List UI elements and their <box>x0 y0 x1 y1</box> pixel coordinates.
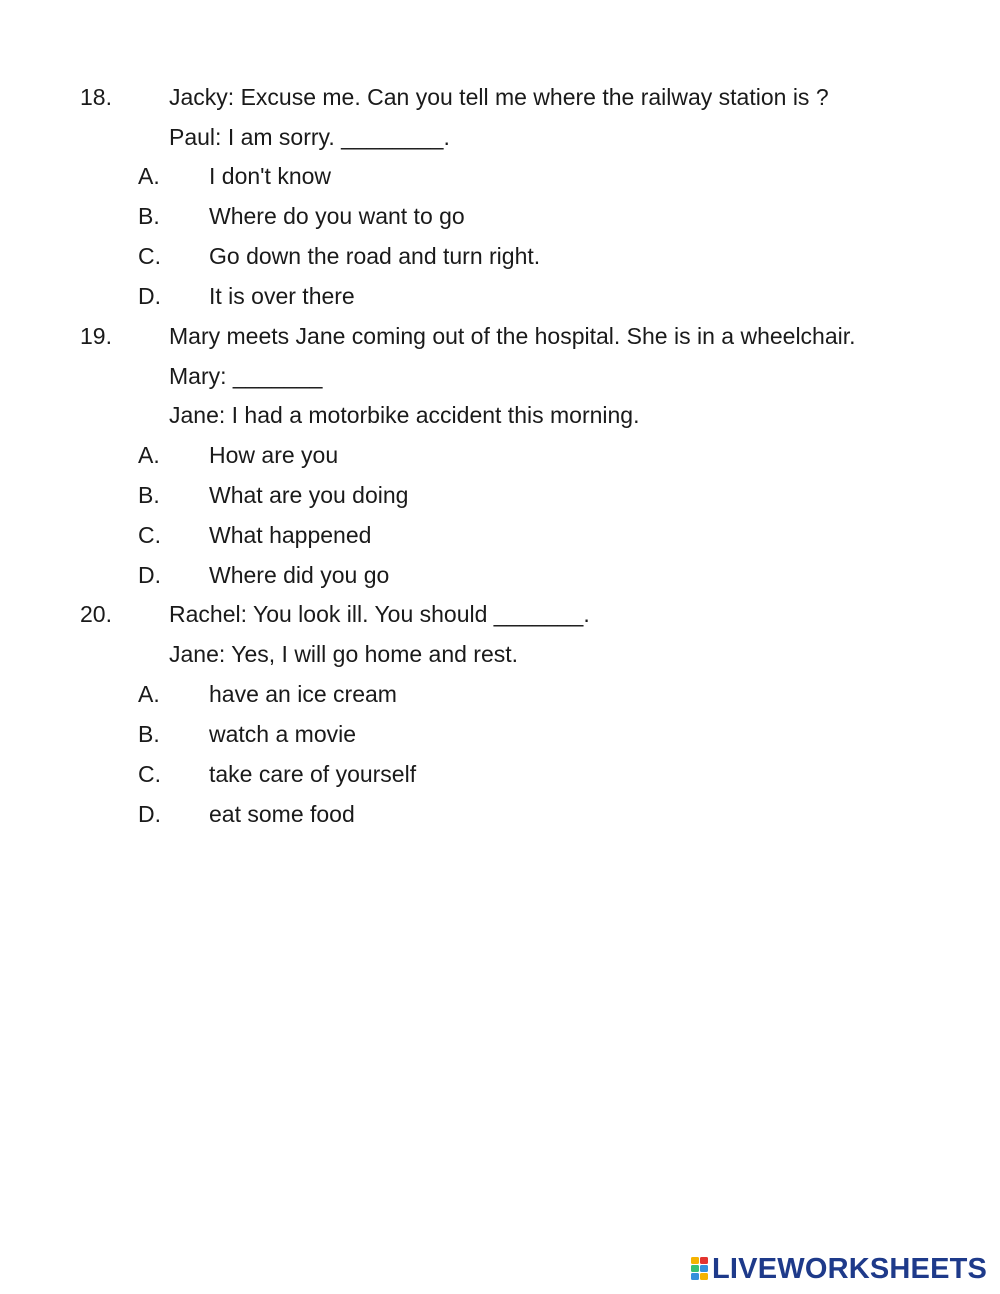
question-19-prompt-line-2: Mary: _______ <box>169 363 323 389</box>
question-18-option-b-text: Where do you want to go <box>209 203 465 229</box>
liveworksheets-logo-icon <box>691 1257 709 1281</box>
liveworksheets-logo <box>691 1254 987 1284</box>
question-19-option-b-letter: B. <box>138 482 160 508</box>
question-19-option-d-text: Where did you go <box>209 562 390 588</box>
question-19-option-b-text: What are you doing <box>209 482 409 508</box>
question-20-option-d-letter: D. <box>138 801 161 827</box>
question-18-option-d-text: It is over there <box>209 283 355 309</box>
question-18-option-c-text: Go down the road and turn right. <box>209 243 541 269</box>
question-20-prompt-line-1: Rachel: You look ill. You should _______. <box>169 601 590 627</box>
question-19-option-a-letter: A. <box>138 442 160 468</box>
question-18-option-a-letter: A. <box>138 163 160 189</box>
question-18-option-a-text: I don't know <box>209 163 332 189</box>
question-19-option-a-text: How are you <box>209 442 339 468</box>
question-18-prompt-line-1: Jacky: Excuse me. Can you tell me where the railway station is ? <box>169 84 829 110</box>
question-19-prompt-line-1: Mary meets Jane coming out of the hospital. She is in a wheelchair. <box>169 323 856 349</box>
question-19-number: 19. <box>80 323 112 349</box>
question-20-option-d-text: eat some food <box>209 801 355 827</box>
question-18-option-d-letter: D. <box>138 283 161 309</box>
question-19-option-c-letter: C. <box>138 522 161 548</box>
question-19-prompt-line-3: Jane: I had a motorbike accident this morning. <box>169 402 640 428</box>
question-19-option-d-letter: D. <box>138 562 161 588</box>
brand-name: LIVEWORKSHEETS <box>712 1253 988 1285</box>
question-18-option-c-letter: C. <box>138 243 161 269</box>
question-20-number: 20. <box>80 601 112 627</box>
question-20-option-c-letter: C. <box>138 761 161 787</box>
question-19-option-c-text: What happened <box>209 522 372 548</box>
question-18-number: 18. <box>80 84 112 110</box>
question-20-option-c-text: take care of yourself <box>209 761 417 787</box>
question-20-option-b-text: watch a movie <box>209 721 357 747</box>
question-18-prompt-line-2: Paul: I am sorry. ________. <box>169 124 450 150</box>
question-20-option-b-letter: B. <box>138 721 160 747</box>
question-20-option-a-text: have an ice cream <box>209 681 397 707</box>
question-20-option-a-letter: A. <box>138 681 160 707</box>
question-18-option-b-letter: B. <box>138 203 160 229</box>
question-20-prompt-line-2: Jane: Yes, I will go home and rest. <box>169 641 519 667</box>
